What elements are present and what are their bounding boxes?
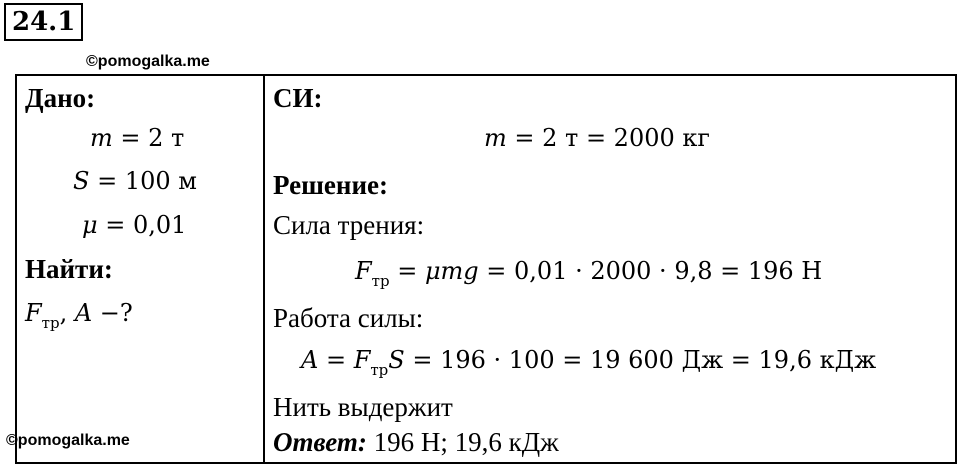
find-force-sub: тр <box>41 314 60 332</box>
si-mass-var: m <box>484 124 507 152</box>
find-force-var: F <box>25 299 42 327</box>
work-result: = 196 · 100 = 19 600 Дж = 19,6 кДж <box>404 346 877 374</box>
thread-note: Нить выдержит <box>273 392 453 422</box>
given-mass-value: = 2 т <box>112 124 185 152</box>
solution-heading: Решение: <box>273 170 388 200</box>
given-coefficient-value: = 0,01 <box>97 211 187 239</box>
given-coefficient-var: μ <box>82 211 98 239</box>
watermark-top: ©pomogalka.me <box>86 53 210 70</box>
find-heading: Найти: <box>25 254 113 284</box>
find-comma: , <box>59 299 75 327</box>
work-force-var: F <box>353 346 371 374</box>
given-distance-value: = 100 м <box>89 167 197 195</box>
given-distance <box>73 165 197 197</box>
answer-label: Ответ: <box>273 427 367 457</box>
work-distance-var: S <box>388 346 405 374</box>
problem-number: 24.1 <box>4 3 83 41</box>
answer-line <box>273 426 559 458</box>
friction-force-var: F <box>355 257 372 285</box>
friction-force-sub: тр <box>371 272 390 290</box>
friction-product: μmg <box>424 257 479 285</box>
si-mass <box>484 122 710 154</box>
friction-label: Сила трения: <box>273 210 425 240</box>
find-question: −? <box>92 299 133 327</box>
find-work-var: A <box>74 299 93 327</box>
solution-table <box>15 74 957 464</box>
work-label: Работа силы: <box>273 303 424 333</box>
given-heading: Дано: <box>25 83 96 113</box>
work-var: A <box>301 346 319 374</box>
given-mass <box>90 122 184 154</box>
work-equals: = <box>318 346 354 374</box>
watermark-bottom: ©pomogalka.me <box>6 432 130 449</box>
answer-value: 196 Н; 19,6 кДж <box>366 427 559 457</box>
column-divider <box>263 76 265 462</box>
work-formula <box>301 344 876 379</box>
friction-equals: = <box>389 257 425 285</box>
si-mass-value: = 2 т = 2000 кг <box>506 124 710 152</box>
work-force-sub: тр <box>370 361 389 379</box>
given-mass-var: m <box>90 124 113 152</box>
friction-result: = 0,01 · 2000 · 9,8 = 196 Н <box>478 257 823 285</box>
friction-formula <box>355 255 822 290</box>
given-coefficient <box>82 209 186 241</box>
given-distance-var: S <box>73 167 90 195</box>
find-expression <box>25 297 133 332</box>
si-heading: СИ: <box>273 83 323 113</box>
